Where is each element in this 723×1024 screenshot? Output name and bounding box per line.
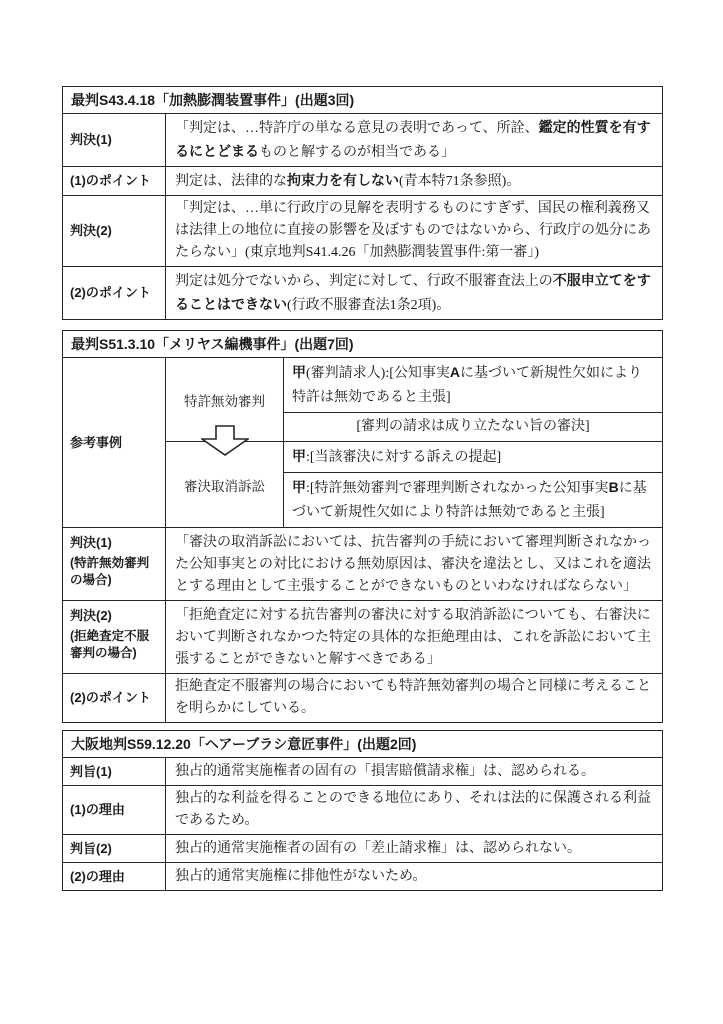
row-label <box>63 601 166 674</box>
row-label: (2)のポイント <box>63 674 166 723</box>
case-table-hairbrush-design <box>62 730 663 891</box>
row-label: 判旨(2) <box>63 835 166 863</box>
row-label: (1)の理由 <box>63 786 166 835</box>
row-label <box>63 528 166 601</box>
table-title: 最判S43.4.18「加熱膨潤装置事件」(出題3回) <box>63 87 663 114</box>
down-arrow-icon <box>201 425 249 457</box>
row-content: 「判定は、…特許庁の単なる意見の表明であって、所詮、鑑定的性質を有するにとどまるものと解するのが相当である」 <box>166 114 663 167</box>
flow-step-trial-decision: [審判の請求は成り立たない旨の審決] <box>284 413 663 442</box>
reference-case-label: 参考事例 <box>63 358 166 528</box>
row-label: 判決(1) <box>63 114 166 167</box>
row-content: 独占的通常実施権者の固有の「損害賠償請求権」は、認められる。 <box>166 758 663 786</box>
row-content: 判定は、法律的な拘束力を有しない(青本特71条参照)。 <box>166 167 663 196</box>
row-label-main: 判決(1) <box>70 535 112 550</box>
row-label: (2)のポイント <box>63 267 166 320</box>
flow-step-claim-a: 甲(審判請求人):[公知事実Aに基づいて新規性欠如により特許は無効であると主張] <box>284 358 663 413</box>
row-content: 独占的通常実施権者の固有の「差止請求権」は、認められない。 <box>166 835 663 863</box>
row-content: 「判定は、…単に行政庁の見解を表明するものにすぎず、国民の権利義務又は法律上の地位に直接の影響を及ぼすものではないから、行政庁の処分にあたらない」(東京地判S41.4.26「加熱膨潤装置事件:第一審」) <box>166 196 663 267</box>
row-content: 独占的な利益を得ることのできる地位にあり、それは法的に保護される利益であるため。 <box>166 786 663 835</box>
case-table-kanetsu-bojun <box>62 86 663 320</box>
case-table-meriyasu-amiki <box>62 330 663 723</box>
row-label-sub: (拒絶査定不服審判の場合) <box>70 629 150 660</box>
row-content: 独占的通常実施権に排他性がないため。 <box>166 863 663 891</box>
row-label: (1)のポイント <box>63 167 166 196</box>
row-label: 判旨(1) <box>63 758 166 786</box>
row-label: 判決(2) <box>63 196 166 267</box>
flow-step-claim-b: 甲:[特許無効審判で審理判断されなかった公知事実Bに基づいて新規性欠如により特許は無効であると主張] <box>284 473 663 528</box>
row-label-sub: (特許無効審判の場合) <box>70 556 150 587</box>
row-content: 「審決の取消訴訟においては、抗告審判の手続において審理判断されなかった公知事実との対比における無効原因は、審決を違法とし、又はこれを適法とする理由として主張することができないものといわなければならない」 <box>166 528 663 601</box>
stage-label: 審決取消訴訟 <box>184 478 265 494</box>
row-label: (2)の理由 <box>63 863 166 891</box>
flow-step-suit-filed: 甲:[当該審決に対する訴えの提起] <box>284 442 663 473</box>
stage-rescission-suit <box>166 442 284 528</box>
table-title: 最判S51.3.10「メリヤス編機事件」(出題7回) <box>63 331 663 358</box>
row-content: 拒絶査定不服審判の場合においても特許無効審判の場合と同様に考えることを明らかにしている。 <box>166 674 663 723</box>
row-label-main: 判決(2) <box>70 608 112 623</box>
stage-invalidation-trial: 特許無効審判 <box>166 358 284 442</box>
row-content: 判定は処分でないから、判定に対して、行政不服審査法上の不服申立てをすることはできない(行政不服審査法1条2項)。 <box>166 267 663 320</box>
row-content: 「拒絶査定に対する抗告審判の審決に対する取消訴訟についても、右審決において判断されなかつた特定の具体的な拒絶理由は、これを訴訟において主張することができないと解すべきである」 <box>166 601 663 674</box>
table-title: 大阪地判S59.12.20「ヘアーブラシ意匠事件」(出題2回) <box>63 731 663 758</box>
